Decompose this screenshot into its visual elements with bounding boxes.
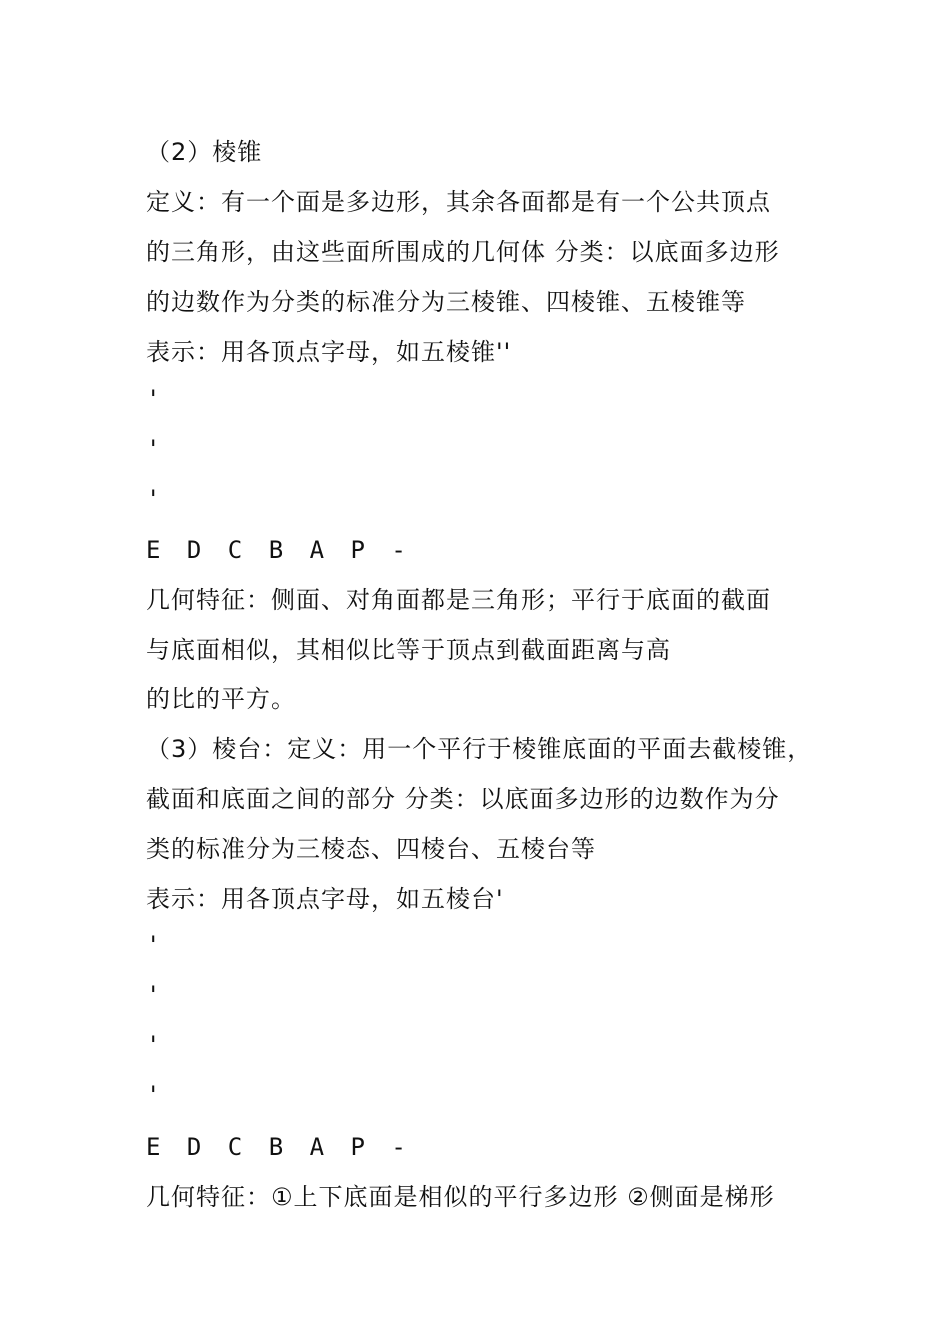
section-heading-pyramid: （2）棱锥: [146, 138, 263, 166]
text-line: 几何特征：①上下底面是相似的平行多边形 ②侧面是梯形: [146, 1183, 775, 1211]
text-line: 几何特征：侧面、对角面都是三角形；平行于底面的截面: [146, 586, 771, 614]
prime-mark-line: ': [146, 1081, 162, 1109]
section-heading-frustum: （3）棱台：定义：用一个平行于棱锥底面的平面去截棱锥，: [146, 735, 813, 763]
text-line: 表示：用各顶点字母，如五棱台': [146, 885, 504, 913]
text-line: 表示：用各顶点字母，如五棱锥'': [146, 338, 512, 366]
text-line: 的三角形，由这些面所围成的几何体 分类：以底面多边形: [146, 238, 780, 266]
text-line: 的边数作为分类的标准分为三棱锥、四棱锥、五棱锥等: [146, 288, 746, 316]
text-line: 定义：有一个面是多边形，其余各面都是有一个公共顶点: [146, 188, 771, 216]
text-line: 与底面相似，其相似比等于顶点到截面距离与高: [146, 636, 671, 664]
vertex-labels-line: E D C B A P -: [146, 536, 412, 564]
prime-mark-line: ': [146, 981, 162, 1009]
text-line: 截面和底面之间的部分 分类：以底面多边形的边数作为分: [146, 785, 780, 813]
text-line: 类的标准分为三棱态、四棱台、五棱台等: [146, 835, 596, 863]
prime-mark-line: ': [146, 385, 162, 413]
prime-mark-line: ': [146, 435, 162, 463]
prime-mark-line: ': [146, 931, 162, 959]
prime-mark-line: ': [146, 485, 162, 513]
prime-mark-line: ': [146, 1031, 162, 1059]
vertex-labels-line: E D C B A P -: [146, 1133, 412, 1161]
text-line: 的比的平方。: [146, 685, 296, 713]
